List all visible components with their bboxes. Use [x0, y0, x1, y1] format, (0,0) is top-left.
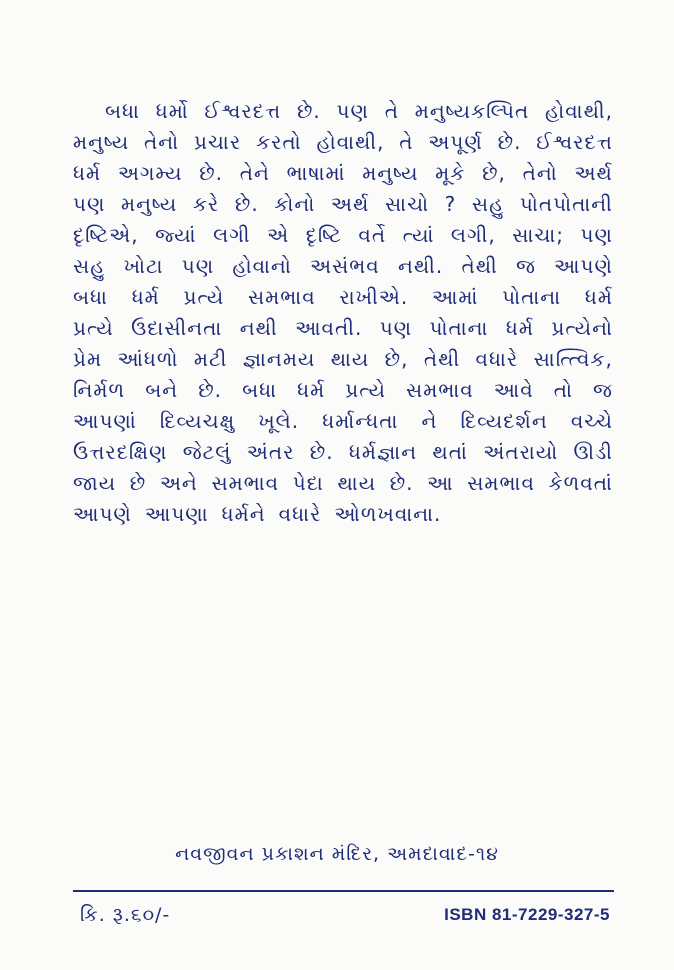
paragraph-line: પણ મનુષ્ય કરે છે. કોનો અર્થ સાચો ? સહુ પોતપોતાની	[73, 192, 613, 216]
paragraph-line: ધર્મ અગમ્ય છે. તેને ભાષામાં મનુષ્ય મૂકે છે, તેનો અર્થ	[73, 161, 613, 185]
paragraph-line: આપણાં દિવ્યચક્ષુ ખૂલે. ધર્માન્ધતા ને દિવ્યદર્શન વચ્ચે	[73, 409, 613, 433]
paragraph-line: બધા ધર્મો ઈશ્વરદત્ત છે. પણ તે મનુષ્યકલ્પિત હોવાથી,	[105, 99, 613, 123]
paragraph-line: ઉત્તરદક્ષિણ જેટલું અંતર છે. ધર્મજ્ઞાન થતાં અંતરાયો ઊડી	[73, 440, 613, 464]
body-paragraph	[73, 96, 613, 530]
paragraph-line: બધા ધર્મ પ્રત્યે સમભાવ રાખીએ. આમાં પોતાના ધર્મ	[73, 285, 613, 309]
isbn-label: ISBN 81-7229-327-5	[444, 905, 610, 924]
paragraph-line: પ્રેમ આંધળો મટી જ્ઞાનમય થાય છે, તેથી વધારે સાત્ત્વિક,	[73, 347, 613, 371]
price-label: કિ. રૂ.૬૦/-	[80, 904, 171, 926]
publisher-line: નવજીવન પ્રકાશન મંદિર, અમદાવાદ-૧૪	[175, 843, 499, 865]
paragraph-line: સહુ ખોટા પણ હોવાનો અસંભવ નથી. તેથી જ આપણે	[73, 254, 613, 278]
horizontal-rule	[73, 890, 614, 892]
paragraph-line: પ્રત્યે ઉદાસીનતા નથી આવતી. પણ પોતાના ધર્મ પ્રત્યેનો	[73, 316, 613, 340]
paragraph-line: મનુષ્ય તેનો પ્રચાર કરતો હોવાથી, તે અપૂર્ણ છે. ઈશ્વરદત્ત	[73, 130, 613, 154]
paragraph-line: નિર્મળ બને છે. બધા ધર્મ પ્રત્યે સમભાવ આવે તો જ	[73, 378, 613, 402]
paragraph-line: આપણે આપણા ધર્મને વધારે ઓળખવાના.	[73, 502, 442, 526]
paragraph-line: જાય છે અને સમભાવ પેદા થાય છે. આ સમભાવ કેળવતાં	[73, 471, 613, 495]
paragraph-line: દૃષ્ટિએ, જ્યાં લગી એ દૃષ્ટિ વર્તે ત્યાં લગી, સાચા; પણ	[73, 223, 613, 247]
